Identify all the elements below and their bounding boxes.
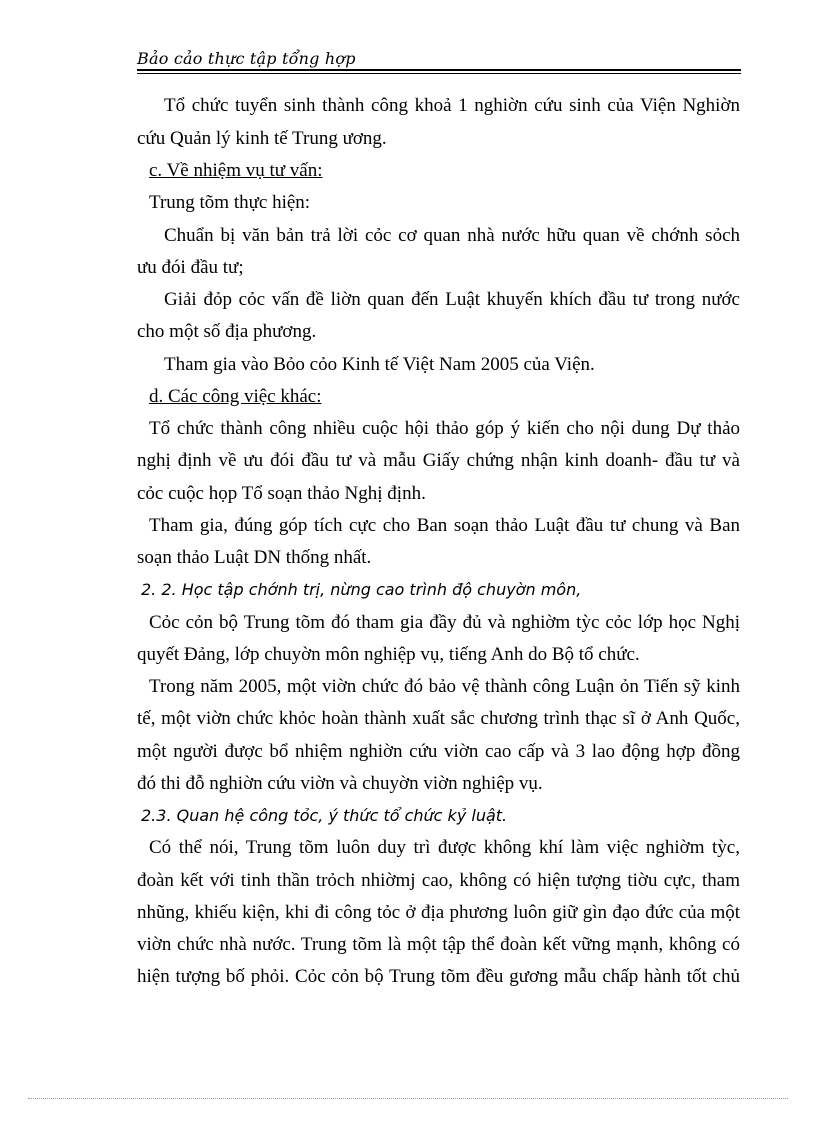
body-line: nghị định về ưu đói đầu tư và mẫu Giấy chứng nhận kinh doanh- đầu tư và xyxy=(137,450,740,471)
body-line: nhũng, khiếu kiện, khi đi công tỏc ở địa phương luôn giữ gìn đạo đức của một xyxy=(137,902,740,923)
header-rule-thick xyxy=(137,69,741,71)
body-line: đoàn kết với tinh thần trỏch nhiờmj cao, không có hiện tượng tiờu cực, tham xyxy=(137,870,740,891)
body-line: Tham gia, đúng góp tích cực cho Ban soạn thảo Luật đầu tư chung và Ban xyxy=(149,515,740,536)
body-line: đó thi đỗ nghiờn cứu viờn và chuyờn viờn nghiệp vụ. xyxy=(137,773,543,794)
body-line: Trung tõm thực hiện: xyxy=(149,192,311,213)
body-line: cho một số địa phương. xyxy=(137,321,317,342)
body-line: cứu Quản lý kinh tế Trung ương. xyxy=(137,128,387,149)
body-line: soạn thảo Luật DN thống nhất. xyxy=(137,547,372,568)
body-line: Chuẩn bị văn bản trả lời cỏc cơ quan nhà nước hữu quan về chớnh sỏch xyxy=(164,225,740,246)
page-bottom-dotted-border xyxy=(28,1098,788,1099)
section-heading-2-3: 2.3. Quan hệ công tỏc, ý thức tổ chức kỷ luật. xyxy=(141,806,508,825)
section-heading-2-2: 2. 2. Học tập chớnh trị, nừng cao trình độ chuyờn môn, xyxy=(141,580,582,599)
header-title: Bảo cảo thực tập tổng hợp xyxy=(137,49,356,68)
header-rule-thin xyxy=(137,73,741,74)
body-line: Giải đỏp cỏc vấn đề liờn quan đến Luật khuyến khích đầu tư trong nước xyxy=(164,289,740,310)
section-heading-d: d. Các công việc khác: xyxy=(149,386,322,407)
body-line: ưu đói đầu tư; xyxy=(137,257,244,278)
body-line: Cỏc cỏn bộ Trung tõm đó tham gia đầy đủ và nghiờm tỳc cỏc lớp học Nghị xyxy=(149,612,740,633)
body-line: quyết Đảng, lớp chuyờn môn nghiệp vụ, tiếng Anh do Bộ tổ chức. xyxy=(137,644,640,665)
body-line: Trong năm 2005, một viờn chức đó bảo vệ thành công Luận ỏn Tiến sỹ kinh xyxy=(149,676,740,697)
body-line: một người được bổ nhiệm nghiờn cứu viờn cao cấp và 3 lao động hợp đồng xyxy=(137,741,740,762)
body-line: hiện tượng bố phỏi. Cỏc cỏn bộ Trung tõm đều gương mẫu chấp hành tốt chủ xyxy=(137,966,740,987)
section-heading-c: c. Về nhiệm vụ tư vấn: xyxy=(149,160,323,181)
body-line: viờn chức nhà nước. Trung tõm là một tập thể đoàn kết vững mạnh, không có xyxy=(137,934,740,955)
body-line: tế, một viờn chức khỏc hoàn thành xuất sắc chương trình thạc sĩ ở Anh Quốc, xyxy=(137,708,740,729)
body-line: cỏc cuộc họp Tổ soạn thảo Nghị định. xyxy=(137,483,426,504)
body-line: Tổ chức thành công nhiều cuộc hội thảo góp ý kiến cho nội dung Dự thảo xyxy=(149,418,740,439)
body-line: Tham gia vào Bỏo cỏo Kinh tế Việt Nam 2005 của Viện. xyxy=(164,354,595,375)
body-line: Tổ chức tuyển sinh thành công khoả 1 nghiờn cứu sinh của Viện Nghiờn xyxy=(164,95,740,116)
running-header xyxy=(137,49,741,71)
body-line: Có thể nói, Trung tõm luôn duy trì được không khí làm việc nghiờm tỳc, xyxy=(149,837,740,858)
